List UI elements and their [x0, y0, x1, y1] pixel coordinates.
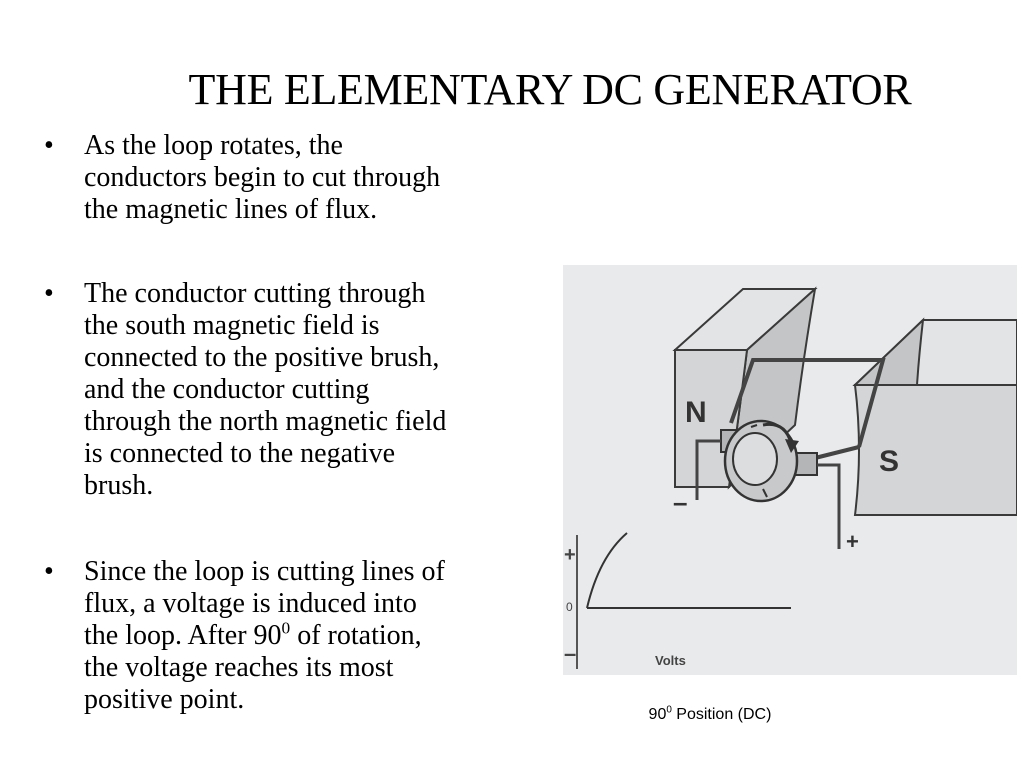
bullet-line: the loop. After 90 — [84, 620, 282, 651]
bullet-line: the magnetic lines of flux. — [84, 194, 378, 225]
bullet-line: Since the loop is cutting lines of — [84, 556, 445, 587]
voltage-graph — [577, 533, 791, 669]
degree-superscript: 0 — [666, 704, 672, 716]
caption-text: Position (DC) — [671, 706, 772, 723]
north-pole-label: N — [685, 396, 707, 429]
bullet-line: and the conductor cutting — [84, 374, 370, 405]
bullet-line: the south magnetic field is — [84, 310, 380, 341]
bullet-line: positive point. — [84, 684, 245, 715]
bullet-line: of rotation, — [290, 620, 422, 651]
voltage-curve — [587, 533, 627, 608]
bullet-dot-icon: • — [44, 130, 54, 161]
generator-diagram — [563, 265, 1017, 675]
bullet-line: is connected to the negative — [84, 438, 395, 469]
graph-minus-label: – — [564, 641, 577, 666]
graph-zero-label: 0 — [566, 600, 573, 614]
south-magnet — [855, 320, 1017, 515]
bullet-dot-icon: • — [44, 556, 54, 587]
figure-caption — [560, 706, 860, 724]
bullet-item — [44, 278, 446, 502]
degree-superscript: 0 — [281, 618, 291, 638]
bullet-line: through the north magnetic field — [84, 406, 447, 437]
graph-plus-label: + — [564, 544, 576, 566]
bullet-item — [44, 556, 445, 716]
caption-text: 90 — [648, 706, 667, 723]
negative-brush-label: – — [673, 487, 688, 517]
bullet-line: conductors begin to cut through — [84, 162, 441, 193]
bullet-line: The conductor cutting through — [84, 278, 426, 309]
bullet-dot-icon: • — [44, 278, 54, 309]
bullet-item — [44, 130, 440, 226]
south-pole-label: S — [879, 445, 900, 478]
graph-axis-label: Volts — [655, 653, 686, 668]
bullet-line: brush. — [84, 470, 154, 501]
slide-title: THE ELEMENTARY DC GENERATOR — [188, 65, 912, 114]
bullet-line: connected to the positive brush, — [84, 342, 440, 373]
positive-brush-label: + — [846, 529, 859, 554]
commutator — [721, 421, 817, 501]
bullet-line: the voltage reaches its most — [84, 652, 394, 683]
bullet-line: flux, a voltage is induced into — [84, 588, 417, 619]
bullet-line: As the loop rotates, the — [84, 130, 343, 161]
